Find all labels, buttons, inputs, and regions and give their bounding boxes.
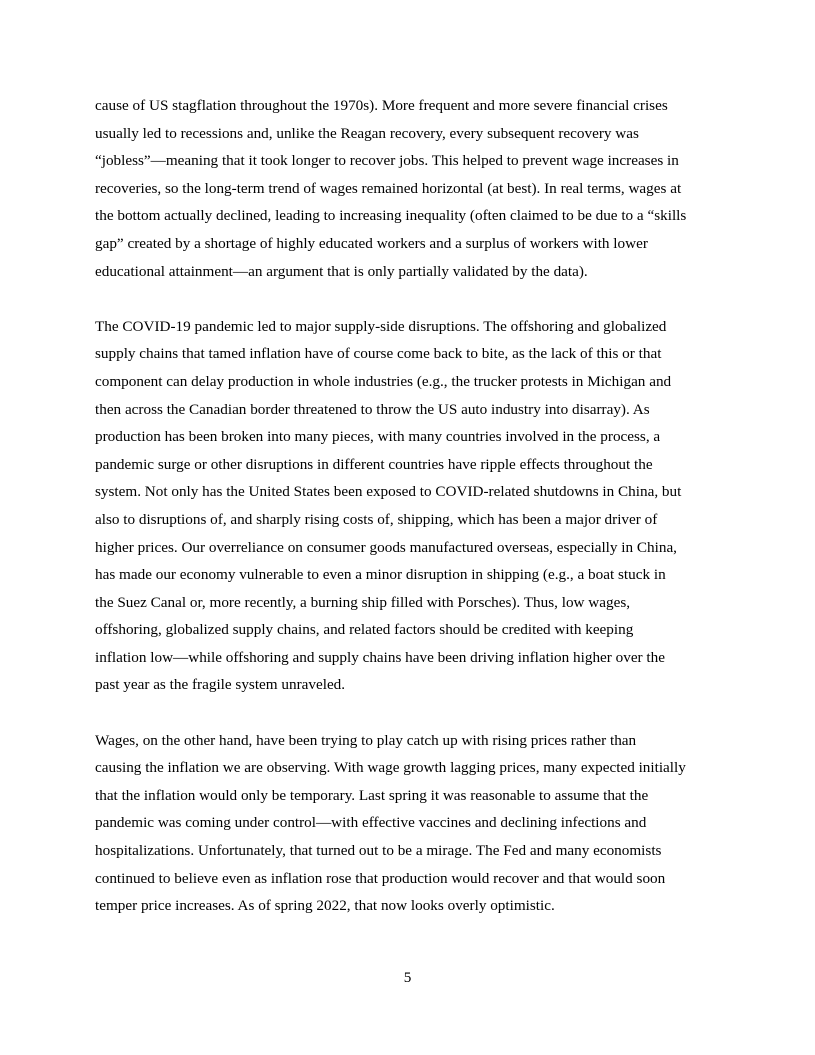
paragraph-2 bbox=[95, 313, 735, 699]
text-line: past year as the fragile system unraveled. bbox=[95, 676, 346, 694]
paragraph-3 bbox=[95, 727, 735, 920]
text-line: educational attainment—an argument that is only partially validated by the data). bbox=[95, 262, 588, 280]
text-line: the Suez Canal or, more recently, a burning ship filled with Porsches). Thus, low wages, bbox=[95, 593, 631, 611]
text-line: The COVID-19 pandemic led to major supply-side disruptions. The offshoring and globalized bbox=[95, 317, 667, 335]
text-line: causing the inflation we are observing. With wage growth lagging prices, many expected initially bbox=[95, 759, 686, 777]
text-line: supply chains that tamed inflation have of course come back to bite, as the lack of this or that bbox=[95, 345, 662, 363]
text-line: system. Not only has the United States been exposed to COVID-related shutdowns in China, but bbox=[95, 483, 682, 501]
text-line: Wages, on the other hand, have been trying to play catch up with rising prices rather than bbox=[95, 731, 637, 749]
text-line: that the inflation would only be temporary. Last spring it was reasonable to assume that the bbox=[95, 786, 649, 804]
text-line: continued to believe even as inflation rose that production would recover and that would soon bbox=[95, 869, 666, 887]
page-number: 5 bbox=[403, 969, 412, 986]
text-line: inflation low—while offshoring and supply chains have been driving inflation higher over the bbox=[95, 648, 665, 666]
text-line: temper price increases. As of spring 2022, that now looks overly optimistic. bbox=[95, 897, 555, 915]
text-line: pandemic surge or other disruptions in different countries have ripple effects throughout the bbox=[95, 455, 653, 473]
paragraph-spacer bbox=[95, 285, 735, 313]
text-line: also to disruptions of, and sharply rising costs of, shipping, which has been a major driver of bbox=[95, 510, 658, 528]
paragraph-1 bbox=[95, 92, 735, 285]
body-text bbox=[95, 92, 735, 920]
text-line: production has been broken into many pieces, with many countries involved in the process, a bbox=[95, 428, 661, 446]
text-line: higher prices. Our overreliance on consumer goods manufactured overseas, especially in China, bbox=[95, 538, 677, 556]
text-line: has made our economy vulnerable to even a minor disruption in shipping (e.g., a boat stuck in bbox=[95, 566, 666, 584]
text-line: gap” created by a shortage of highly educated workers and a surplus of workers with lower bbox=[95, 234, 648, 252]
text-line: usually led to recessions and, unlike the Reagan recovery, every subsequent recovery was bbox=[95, 124, 639, 142]
text-line: then across the Canadian border threatened to throw the US auto industry into disarray). As bbox=[95, 400, 650, 418]
text-line: hospitalizations. Unfortunately, that turned out to be a mirage. The Fed and many economists bbox=[95, 842, 662, 860]
text-line: offshoring, globalized supply chains, and related factors should be credited with keeping bbox=[95, 621, 634, 639]
text-line: “jobless”—meaning that it took longer to recover jobs. This helped to prevent wage increases in bbox=[95, 152, 679, 170]
text-line: component can delay production in whole industries (e.g., the trucker protests in Michigan and bbox=[95, 372, 672, 390]
text-line: the bottom actually declined, leading to increasing inequality (often claimed to be due to a “skills bbox=[95, 207, 687, 225]
text-line: recoveries, so the long-term trend of wages remained horizontal (at best). In real terms, wages at bbox=[95, 179, 682, 197]
text-line: pandemic was coming under control—with effective vaccines and declining infections and bbox=[95, 814, 647, 832]
text-line: cause of US stagflation throughout the 1970s). More frequent and more severe financial crises bbox=[95, 97, 668, 114]
paragraph-spacer bbox=[95, 699, 735, 727]
